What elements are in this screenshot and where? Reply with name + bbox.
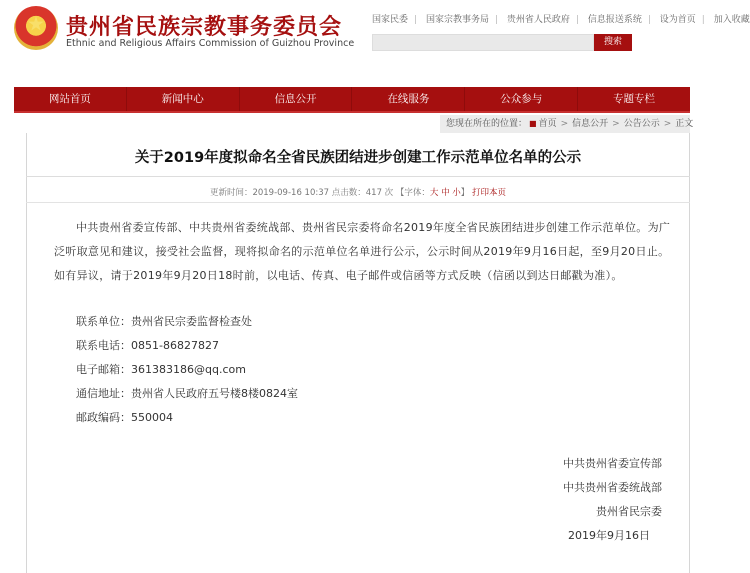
contact-label: 联系单位： [76, 315, 131, 328]
top-link-ethnic-commission[interactable]: 国家民委 [372, 15, 409, 25]
nav-item-news[interactable]: 新闻中心 [127, 87, 240, 111]
divider: | [494, 15, 498, 25]
meta-bracket: 】 [460, 188, 470, 198]
chevron-right-icon: > [663, 119, 672, 129]
signature-date: 2019年9月16日 [568, 529, 650, 542]
contact-value: 贵州省民宗委监督检查处 [131, 315, 252, 328]
top-links [372, 12, 750, 25]
nav-item-public-participation[interactable]: 公众参与 [465, 87, 578, 111]
top-link-religious-bureau[interactable]: 国家宗教事务局 [425, 15, 489, 25]
site-subtitle: Ethnic and Religious Affairs Commission of Guizhou Province [66, 38, 355, 49]
contact-value: 0851-86827827 [131, 339, 219, 352]
top-link-set-homepage[interactable]: 设为首页 [659, 15, 696, 25]
signature-ethnic-commission: 贵州省民宗委 [596, 505, 662, 518]
signature-propaganda-dept: 中共贵州省委宣传部 [563, 457, 662, 470]
main-nav [14, 87, 690, 113]
divider: | [575, 15, 579, 25]
contact-label: 通信地址： [76, 387, 131, 400]
contact-label: 联系电话： [76, 339, 131, 352]
breadcrumb-announcements[interactable]: 公告公示 [623, 119, 660, 129]
home-icon: ■ [529, 119, 537, 128]
article-meta [26, 186, 690, 198]
divider [26, 176, 690, 177]
breadcrumb-prefix: 您现在所在的位置： [446, 119, 528, 129]
article-frame [26, 133, 690, 573]
search-input[interactable] [372, 34, 594, 51]
contact-line-phone [76, 337, 219, 353]
top-link-info-system[interactable]: 信息报送系统 [587, 15, 642, 25]
chevron-right-icon: > [612, 119, 620, 129]
national-emblem-icon [14, 6, 58, 50]
breadcrumb-current: 正文 [675, 119, 694, 129]
top-link-add-favorite[interactable]: 加入收藏 [713, 15, 750, 25]
chevron-right-icon: > [560, 119, 569, 129]
divider [26, 202, 690, 203]
breadcrumb-home[interactable]: 首页 [538, 119, 557, 129]
divider: | [414, 15, 418, 25]
breadcrumb-info-disclosure[interactable]: 信息公开 [572, 119, 609, 129]
nav-item-online-services[interactable]: 在线服务 [352, 87, 465, 111]
article-title: 关于2019年度拟命名全省民族团结进步创建工作示范单位名单的公示 [134, 150, 582, 166]
contact-value: 贵州省人民政府五号楼8楼0824室 [131, 387, 298, 400]
contact-line-address [76, 385, 298, 401]
nav-item-special-topics[interactable]: 专题专栏 [613, 93, 656, 105]
site-title: 贵州省民族宗教事务委员会 [66, 15, 343, 40]
nav-item-info-disclosure[interactable]: 信息公开 [240, 87, 353, 111]
contact-value: 361383186@qq.com [131, 363, 246, 376]
top-link-provincial-government[interactable]: 贵州省人民政府 [506, 15, 570, 25]
contact-value: 550004 [131, 411, 173, 424]
breadcrumb [440, 115, 694, 133]
nav-item-home[interactable]: 网站首页 [14, 87, 127, 111]
contact-line-email [76, 361, 246, 377]
contact-line-unit [76, 313, 252, 329]
search-button[interactable]: 搜索 [594, 34, 632, 51]
contact-line-postcode [76, 409, 173, 425]
article-body: 中共贵州省委宣传部、中共贵州省委统战部、贵州省民宗委将命名2019年度全省民族团结进步创建工作示范单位。为广泛听取意见和建议，接受社会监督，现将拟命名的示范单位名单进行公示，公示时间从2019年9月16日起，至9月20日止。如有异议，请于2019年9月20日18时前，以电话、传真、电子邮件或信函等方式反映（信函以到达日邮戳为准）。 [54, 221, 671, 282]
font-size-links[interactable]: 大 中 小 [429, 188, 461, 198]
contact-label: 电子邮箱： [76, 363, 131, 376]
meta-time-clicks: 更新时间：2019-09-16 10:37 点击数：417 次 【字体： [209, 188, 430, 198]
divider: | [647, 15, 651, 25]
divider: | [701, 15, 705, 25]
signature-united-front-dept: 中共贵州省委统战部 [563, 481, 662, 494]
contact-label: 邮政编码： [76, 411, 131, 424]
print-link[interactable]: 打印本页 [472, 188, 507, 198]
